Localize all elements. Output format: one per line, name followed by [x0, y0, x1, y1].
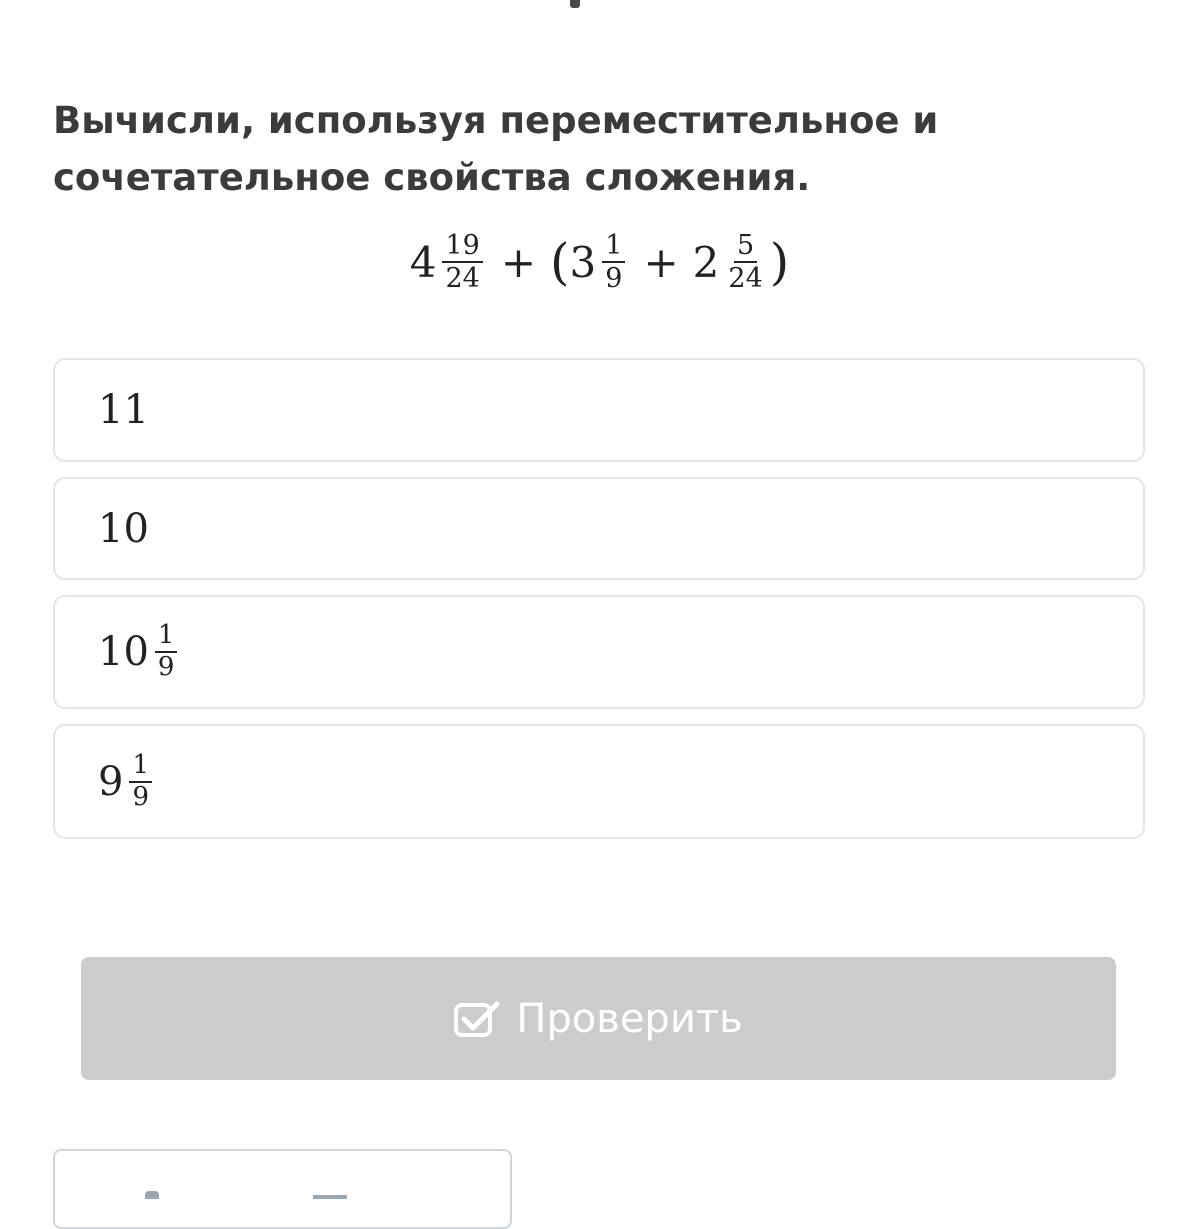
option-1-value: 11: [98, 387, 149, 433]
option-4-fraction: [129, 751, 152, 813]
open-paren: (: [550, 233, 570, 292]
term3-numerator: 5: [734, 230, 757, 263]
term3-whole: 2: [692, 237, 720, 287]
question-text: Вычисли, используя переместительное и сочетательное свойства сложения.: [53, 99, 939, 199]
option-3-numerator: 1: [155, 621, 178, 653]
option-3-whole: 10: [98, 629, 149, 675]
top-edge-fragment: [570, 0, 580, 8]
term2-numerator: 1: [602, 230, 625, 263]
back-button-label-fragment: [313, 1195, 347, 1199]
option-4-denominator: 9: [132, 781, 149, 812]
term1-whole: 4: [409, 237, 437, 287]
option-2-value: 10: [98, 505, 149, 552]
close-paren: ): [769, 233, 790, 292]
plus-operator: +: [500, 237, 537, 287]
term1-denominator: 24: [445, 263, 480, 295]
checkbox-check-icon: [454, 999, 500, 1039]
term1-fraction: [442, 230, 482, 294]
option-3-fraction: [155, 621, 178, 683]
back-arrow-icon: [145, 1191, 159, 1199]
option-3-denominator: 9: [157, 652, 175, 682]
answer-option-3[interactable]: [53, 595, 1145, 709]
plus-operator: +: [643, 237, 679, 287]
answer-option-2[interactable]: [53, 477, 1145, 580]
option-4-numerator: 1: [129, 751, 152, 783]
term2-denominator: 9: [605, 263, 623, 295]
option-4-whole: 9: [98, 758, 124, 805]
term2-whole: 3: [569, 237, 597, 287]
term3-fraction: [725, 230, 765, 294]
answer-options: [53, 358, 1145, 839]
check-button[interactable]: [81, 957, 1116, 1080]
term1-numerator: 19: [442, 230, 482, 263]
answer-option-1[interactable]: [53, 358, 1145, 462]
math-expression: [0, 230, 1199, 294]
term3-denominator: 24: [728, 263, 763, 295]
term2-fraction: [602, 230, 625, 294]
back-button[interactable]: [53, 1149, 512, 1229]
answer-option-4[interactable]: [53, 724, 1145, 839]
check-button-label: Проверить: [516, 995, 743, 1042]
